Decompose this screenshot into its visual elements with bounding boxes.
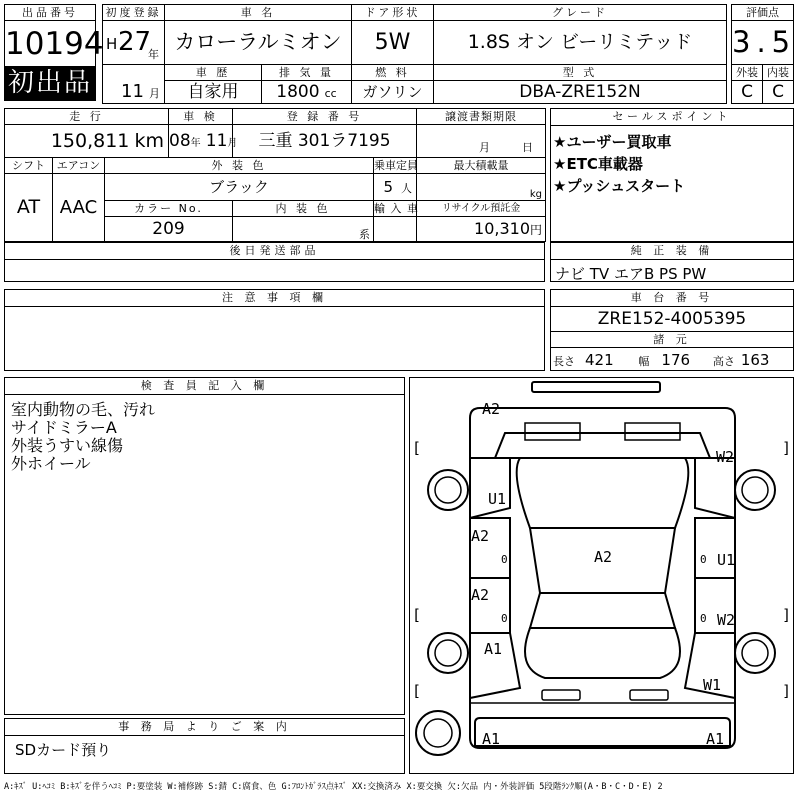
office-note: SDカード預り (15, 741, 112, 759)
mark-right-rear-door: W2 (717, 611, 736, 629)
transfer-deadline: 月 日 (417, 125, 546, 158)
lot-number: 10194 (5, 26, 104, 62)
bracket-right: ] (782, 682, 792, 700)
inspector-line: 外装うすい線傷 (11, 436, 124, 455)
dimensions: 長さ 421 幅 176 高さ 163 (553, 351, 770, 369)
inspector-line: 室内動物の毛、汚れ (11, 400, 156, 419)
inspector-notes-box (4, 377, 405, 715)
mark-right-front-door: U1 (717, 551, 736, 569)
car-diagram-box (409, 377, 794, 774)
color-no: 209 (105, 217, 233, 242)
mark-rear-left: A1 (484, 640, 503, 658)
bracket-right: ] (782, 439, 792, 457)
notes-label: 注 意 事 項 欄 (5, 290, 544, 307)
interior-score: C (763, 81, 794, 104)
plate-label: 登 録 番 号 (233, 109, 417, 125)
exterior-score: C (732, 81, 763, 104)
first-listing-badge: 初出品 (4, 66, 96, 101)
sales-point: ★ETC車載器 (553, 155, 643, 173)
first-reg-month: 11 月 (103, 81, 165, 104)
recycle-label: リサイクル預託金 (417, 201, 546, 217)
history-label: 車 歴 (165, 65, 262, 81)
lot-label: 出品番号 (5, 5, 95, 21)
displacement-label: 排 気 量 (262, 65, 352, 81)
bracket-left: [ (412, 439, 422, 457)
door-type: 5W (352, 21, 434, 65)
legend: A:ｷｽﾞ U:ﾍｺﾐ B:ｷｽﾞを伴うﾍｺﾐ P:要塗装 W:補修跡 S:錆 C:腐食、色 G:ﾌﾛﾝﾄｶﾞﾗｽ点ｷｽﾞ XX:交換済み X:要交換 欠:欠品 内・外装評価 5段階ﾗﾝｸ順(A・B・C・D・E) 2 (4, 782, 663, 792)
office-label: 事 務 局 よ り ご 案 内 (5, 719, 404, 736)
bracket-left: [ (412, 682, 422, 700)
import-label: 輸 入 車 (374, 202, 420, 215)
fuel: ガソリン (352, 81, 434, 104)
year-unit: 年 (148, 48, 159, 61)
mileage-label: 走 行 (5, 109, 169, 125)
mid-info-table (4, 108, 546, 242)
recycle-fee: 10,310円 (417, 217, 546, 242)
door-label: ドア形状 (352, 5, 434, 21)
first-reg-label: 初度登録 (103, 5, 165, 21)
capacity-label: 乗車定員 (374, 159, 419, 172)
score: 3.5 (732, 21, 794, 65)
inspector-line: 外ホイール (11, 454, 91, 473)
car-diagram (410, 378, 795, 775)
mark-bumper-right: A1 (706, 730, 725, 748)
mark-rear-right-wheel: W1 (703, 676, 722, 694)
notes-box (4, 289, 545, 371)
chassis-number: ZRE152-4005395 (597, 309, 747, 329)
sales-points-box (550, 108, 794, 242)
mark-left-rear-door: A2 (471, 586, 490, 604)
chassis-box (550, 289, 794, 371)
transfer-label: 譲渡書類期限 (417, 109, 546, 125)
ac-label: エアコン (53, 158, 105, 174)
inspection-label: 車 検 (169, 109, 233, 125)
year: 27 (118, 27, 152, 57)
displacement: 1800 cc (262, 81, 352, 104)
import (374, 217, 417, 242)
bracket-left: [ (412, 606, 422, 624)
car-name: カローラルミオン (165, 21, 352, 65)
mark-left-front-door: A2 (471, 527, 490, 545)
score-table (731, 4, 797, 104)
history: 自家用 (165, 81, 262, 104)
color-no-label: カラー No. (105, 201, 233, 217)
mark-bumper-left: A1 (482, 730, 501, 748)
model: DBA-ZRE152N (434, 81, 727, 104)
mark-roof: A2 (594, 548, 613, 566)
mark-zero: 0 (700, 553, 707, 566)
era: H (106, 35, 118, 53)
exterior-label: 外装 (732, 65, 763, 81)
inspector-line: サイドミラーA (11, 418, 117, 437)
mark-front-left-fender: U1 (488, 490, 507, 508)
mark-zero: 0 (501, 612, 508, 625)
equipment: ナビ TV エアB PS PW (555, 265, 707, 283)
car-name-label: 車 名 (165, 5, 352, 21)
mark-front-left: A2 (482, 400, 501, 418)
model-label: 型 式 (434, 65, 727, 81)
dims-label: 諸 元 (551, 331, 793, 348)
plate: 三重 301ラ7195 (233, 125, 417, 158)
int-color-label: 内 装 色 (233, 201, 374, 217)
top-info-table (102, 4, 727, 104)
mark-front-right-wheel: W2 (716, 448, 735, 466)
office-box (4, 718, 405, 774)
interior-label: 内装 (763, 65, 794, 81)
color: ブラック (105, 174, 374, 201)
mark-zero: 0 (700, 612, 707, 625)
fuel-label: 燃 料 (352, 65, 434, 81)
after-parts-box (4, 242, 545, 282)
after-parts-label: 後日発送部品 (5, 243, 544, 260)
mark-zero: 0 (501, 553, 508, 566)
max-load: kg (417, 174, 546, 201)
score-label: 評価点 (732, 5, 794, 21)
capacity: 5 人 (374, 174, 417, 201)
mileage: 150,811 km (5, 125, 169, 158)
sales-point: ★ユーザー買取車 (553, 133, 672, 151)
first-reg-year (103, 21, 165, 65)
bracket-right: ] (782, 606, 792, 624)
color-label: 外 装 色 (105, 158, 374, 174)
shift-label: シフト (5, 158, 53, 174)
chassis-label: 車 台 番 号 (551, 290, 793, 307)
int-color: 系 (233, 217, 374, 242)
equipment-label: 純 正 装 備 (551, 243, 793, 260)
grade: 1.8S オン ビーリミテッド (434, 21, 727, 65)
equipment-box (550, 242, 794, 282)
inspector-notes-label: 検 査 員 記 入 欄 (5, 378, 404, 395)
shift: AT (5, 174, 53, 242)
sales-point: ★プッシュスタート (553, 177, 686, 195)
grade-label: グレード (434, 5, 727, 21)
inspection-date: 08年 11月 (169, 125, 233, 158)
load-label: 最大積載量 (417, 158, 546, 174)
ac: AAC (53, 174, 105, 242)
sales-points-label: セールスポイント (551, 109, 793, 126)
